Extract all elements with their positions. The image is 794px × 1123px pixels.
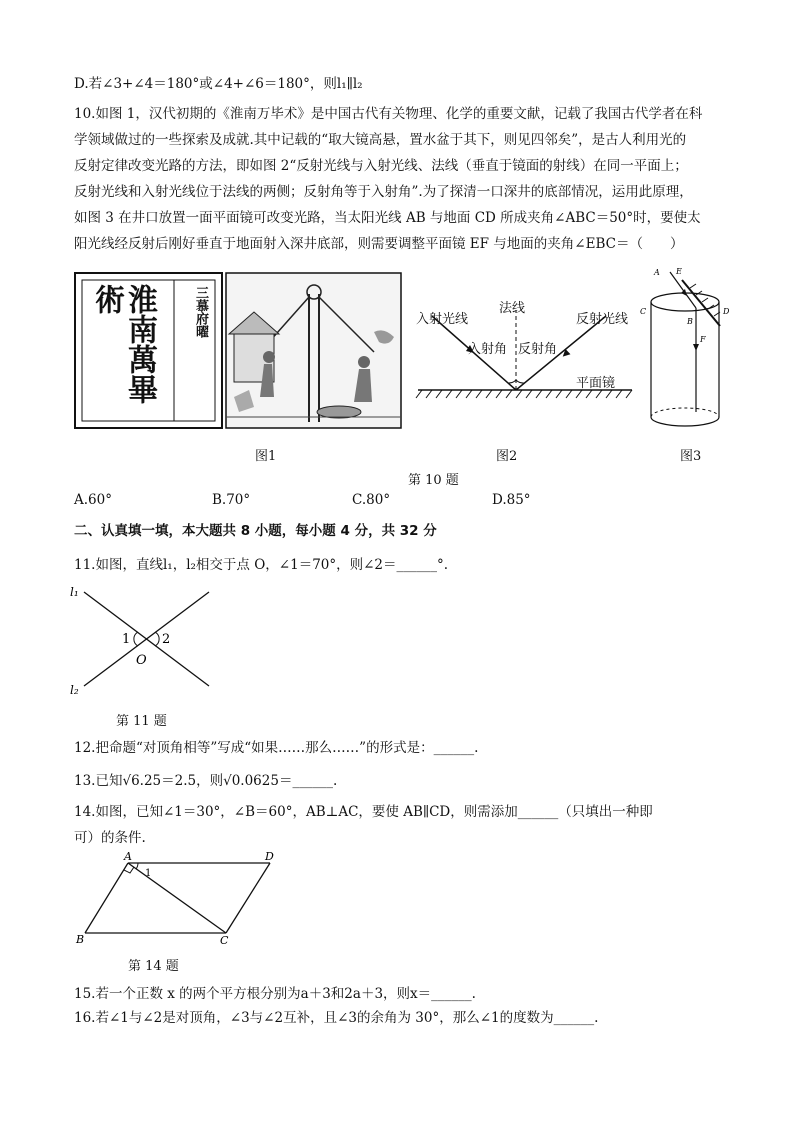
figure-1 [74, 272, 404, 430]
label-e: E [676, 267, 682, 276]
q10-line: 反射定律改变光路的方法，即如图 2“反射光线与入射光线、法线（垂直于镜面的射线）在同一平面上； [74, 158, 688, 174]
q10-option-b: B.70° [212, 492, 251, 508]
normal-label: 法线 [499, 301, 526, 316]
section-2-heading: 二、认真填一填，本大题共 8 小题，每小题 4 分，共 32 分 [74, 523, 437, 539]
segment-ab [85, 863, 128, 933]
label-c: C [220, 934, 229, 947]
q10-line: 反射光线和入射光线位于法线的两侧；反射角等于入射角”.为了探清一口深井的底部情况，运用此原理， [74, 184, 693, 200]
book-title: 淮南萬畢術 [89, 284, 157, 404]
label-c: C [640, 307, 647, 316]
q10-text [74, 101, 724, 257]
label-a: A [124, 850, 132, 863]
q11-drawing [66, 582, 216, 702]
q10-line: 学领域做过的一些探索及成就.其中记载的“取大镜高悬，置水盆于其下，则见四邻矣”，是古人利用光的 [74, 132, 687, 148]
label-angle-1: 1 [122, 632, 131, 647]
q10-option-c: C.80° [352, 492, 391, 508]
segment-ac [128, 863, 226, 933]
well-bottom [651, 417, 719, 426]
incident-angle-label: 入射角 [468, 342, 508, 357]
figure-2 [410, 272, 638, 430]
figure-3-caption: 图3 [680, 449, 702, 464]
q13-text: 13.已知√6.25＝2.5，则√0.0625＝______. [74, 773, 338, 789]
q14-line-2: 可）的条件. [74, 830, 146, 846]
q11-text: 11.如图，直线l₁，l₂相交于点 O，∠1＝70°，则∠2＝______°. [74, 557, 449, 573]
q9-option-d: D.若∠3+∠4＝180°或∠4+∠6＝180°，则l₁∥l₂ [74, 76, 363, 92]
q10-line: 阳光线经反射后刚好垂直于地面射入深井底部，则需要调整平面镜 EF 与地面的夹角∠EBC＝（ ） [74, 236, 684, 252]
figure-1-caption: 图1 [255, 449, 277, 464]
label-d: D [265, 850, 274, 863]
label-l2: l₂ [70, 683, 79, 697]
label-d: D [723, 307, 730, 316]
mirror-label: 平面镜 [576, 376, 616, 391]
label-b: B [687, 317, 693, 326]
label-angle-2: 2 [162, 632, 171, 647]
reflected-angle-label: 反射角 [518, 342, 558, 357]
q16-text: 16.若∠1与∠2是对顶角，∠3与∠2互补，且∠3的余角为 30°，那么∠1的度数为______. [74, 1010, 599, 1026]
label-b: B [76, 933, 85, 946]
label-a: A [654, 268, 660, 277]
figure-3-drawing [640, 262, 730, 434]
q10-option-d: D.85° [492, 492, 531, 508]
reflected-ray-label: 反射光线 [576, 312, 629, 327]
q10-line: 如图 3 在井口放置一面平面镜可改变光路，当太阳光线 AB 与地面 CD 所成夹角∠ABC＝50°时，要使太 [74, 210, 701, 226]
q14-caption: 第 14 题 [128, 959, 179, 974]
figure-2-caption: 图2 [496, 449, 518, 464]
book-side-title: 三慕府曜 [193, 286, 208, 338]
figure-3 [640, 262, 730, 434]
q10-caption: 第 10 题 [408, 473, 459, 488]
q10-option-a: A.60° [74, 492, 112, 508]
label-l1: l₁ [70, 585, 79, 599]
q14-line-1: 14.如图，已知∠1＝30°，∠B＝60°，AB⊥AC，要使 AB∥CD，则需添加______（只填出一种即 [74, 804, 653, 820]
label-angle-1: 1 [145, 868, 152, 879]
q11-figure [66, 582, 216, 702]
q15-text: 15.若一个正数 x 的两个平方根分别为a＋3和2a＋3，则x＝______. [74, 986, 476, 1002]
segment-dc [226, 863, 270, 933]
mirror-hatching [416, 390, 632, 398]
q11-caption: 第 11 题 [116, 714, 167, 729]
q14-figure [72, 850, 282, 950]
label-f: F [700, 335, 706, 344]
q12-text: 12.把命题“对顶角相等”写成“如果……那么……”的形式是：______. [74, 740, 479, 756]
q14-drawing [72, 850, 282, 950]
sun-ray-ab [670, 272, 696, 308]
label-o: O [136, 653, 147, 668]
q10-line: 10.如图 1，汉代初期的《淮南万毕术》是中国古代有关物理、化学的重要文献，记载了我国古代学者在科 [74, 106, 703, 122]
incident-ray-label: 入射光线 [416, 312, 469, 327]
